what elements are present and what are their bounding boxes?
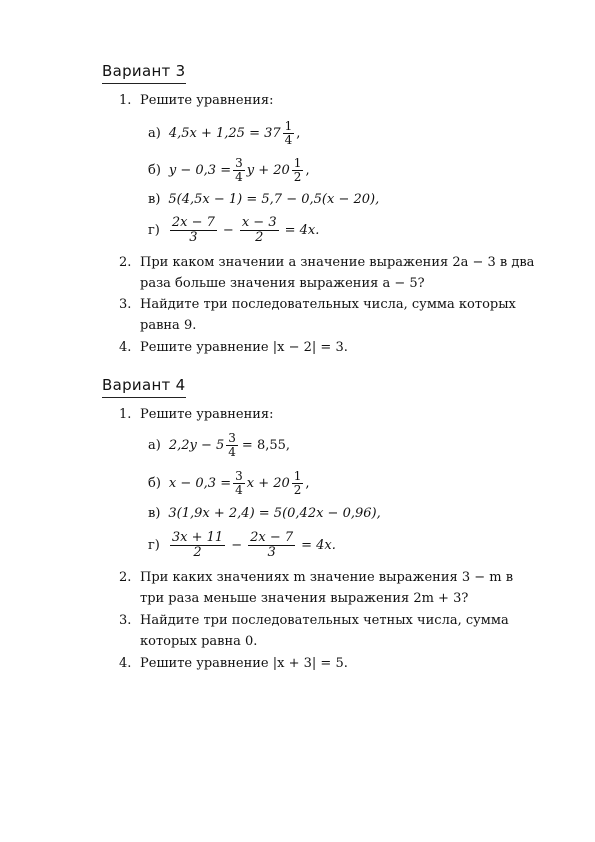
equation-tail: , <box>296 125 301 141</box>
variant-3-title-text: Вариант 3 <box>102 62 186 80</box>
fraction <box>226 432 238 459</box>
fraction-denominator: 4 <box>235 482 243 497</box>
fraction-denominator: 3 <box>267 544 276 560</box>
task-number: 4. <box>119 340 132 355</box>
equation-tail: = 8,55, <box>241 437 291 453</box>
task-number: 1. <box>119 407 132 422</box>
fraction <box>283 120 295 147</box>
task-number: 2. <box>119 255 132 270</box>
equation-label: г) <box>148 222 160 238</box>
task-1-text: Решите уравнения: <box>140 407 274 422</box>
operator: − <box>222 222 234 238</box>
fraction-numerator: 3 <box>235 155 243 170</box>
fraction-numerator: 3 <box>235 468 243 483</box>
title-underline <box>102 83 186 84</box>
variant-4-title <box>102 376 186 394</box>
fraction-denominator: 2 <box>193 544 202 560</box>
fraction <box>248 531 295 560</box>
equation-b <box>148 466 310 500</box>
fraction-denominator: 4 <box>228 444 236 459</box>
equation-label: а) <box>148 437 161 453</box>
equation-label: в) <box>148 505 161 521</box>
equation-tail: , <box>305 475 310 491</box>
task-number: 4. <box>119 656 132 671</box>
fraction-denominator: 4 <box>284 132 293 147</box>
task-number: 1. <box>119 93 132 108</box>
fraction <box>292 157 304 184</box>
fraction-denominator: 4 <box>235 169 243 184</box>
fraction-numerator: x − 3 <box>241 214 277 230</box>
equation-label: в) <box>148 191 161 207</box>
title-underline <box>102 397 186 398</box>
fraction-denominator: 3 <box>189 229 198 245</box>
fraction <box>170 216 217 245</box>
fraction <box>240 216 279 245</box>
fraction-denominator: 2 <box>293 169 302 184</box>
variant-4-title-text: Вариант 4 <box>102 376 186 394</box>
equation-label: г) <box>148 537 160 553</box>
equation-pre: y − 0,3 = <box>168 162 232 178</box>
fraction-numerator: 1 <box>293 468 302 483</box>
task-1-text: Решите уравнения: <box>140 93 274 108</box>
equation-tail: , <box>305 162 310 178</box>
task-number: 2. <box>119 570 132 585</box>
fraction-numerator: 1 <box>284 118 293 133</box>
task-2-text: При каких значениях m значение выражения 3 − m в три раза меньше значения выражения 2m + 3? <box>140 570 514 606</box>
equation-label: б) <box>148 475 161 491</box>
fraction-numerator: 3 <box>228 430 236 445</box>
task-3-text: Найдите три последовательных четных числа, сумма которых равна 0. <box>140 613 509 649</box>
fraction-denominator: 2 <box>293 482 302 497</box>
variant-3-title <box>102 62 186 80</box>
equation-d <box>148 213 319 247</box>
fraction-numerator: 2x − 7 <box>171 214 215 230</box>
equation-pre: x − 0,3 = <box>168 475 232 491</box>
equation-expression: 5(4,5x − 1) = 5,7 − 0,5(x − 20), <box>168 191 380 207</box>
fraction <box>233 157 245 184</box>
equation-c <box>148 186 379 212</box>
fraction-denominator: 2 <box>255 229 264 245</box>
equation-a <box>148 428 290 462</box>
equation-tail: = 4x. <box>284 222 320 238</box>
equation-a <box>148 116 300 150</box>
task-2-text: При каком значении a значение выражения 2a − 3 в два раза больше значения выражения a − 5? <box>140 255 535 291</box>
equation-d <box>148 528 336 562</box>
equation-label: а) <box>148 125 161 141</box>
equation-left: 4,5x + 1,25 = 37 <box>168 125 281 141</box>
fraction-numerator: 2x − 7 <box>250 529 294 545</box>
equation-expression: 3(1,9x + 2,4) = 5(0,42x − 0,96), <box>168 505 381 521</box>
task-4-text: Решите уравнение |x + 3| = 5. <box>140 656 348 671</box>
task-4-text: Решите уравнение |x − 2| = 3. <box>140 340 348 355</box>
fraction <box>292 470 304 497</box>
equation-tail: = 4x. <box>301 537 336 553</box>
equation-b <box>148 153 310 187</box>
equation-c <box>148 500 381 526</box>
equation-mid: x + 20 <box>246 475 290 491</box>
task-number: 3. <box>119 613 132 628</box>
task-3-text: Найдите три последовательных числа, сумма которых равна 9. <box>140 297 516 333</box>
task-number: 3. <box>119 297 132 312</box>
equation-mid: y + 20 <box>246 162 290 178</box>
fraction <box>170 531 225 560</box>
equation-left: 2,2y − 5 <box>168 437 225 453</box>
fraction <box>233 470 245 497</box>
fraction-numerator: 3x + 11 <box>171 529 224 545</box>
operator: − <box>231 537 243 553</box>
fraction-numerator: 1 <box>293 155 302 170</box>
equation-label: б) <box>148 162 161 178</box>
